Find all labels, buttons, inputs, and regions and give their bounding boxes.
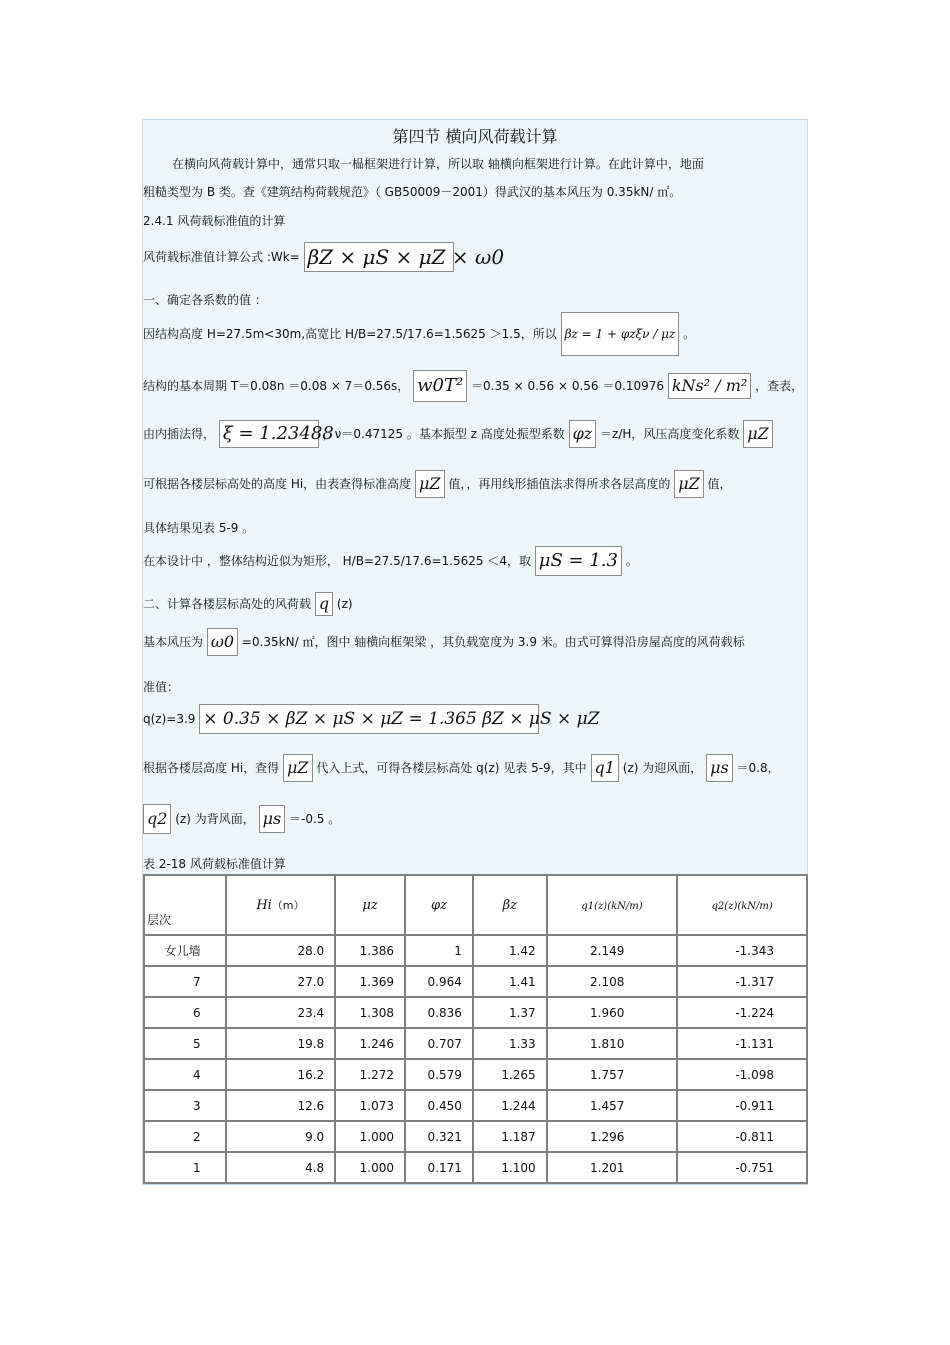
cell-q1: 2.149 xyxy=(547,935,678,966)
each-text-2: 代入上式，可得各楼层标高处 q(z) 见表 5-9，其中 xyxy=(316,761,587,775)
cell-phi: 0.171 xyxy=(405,1152,473,1183)
mu-s-formula: μS = 1.3 xyxy=(535,546,622,576)
mu-s-windward-formula: μs xyxy=(706,754,733,782)
basic-pressure-line xyxy=(143,628,745,656)
table-row xyxy=(144,1059,807,1090)
cell-phi: 0.964 xyxy=(405,966,473,997)
header-q1 xyxy=(547,875,678,935)
basic-text-2: =0.35kN/ ㎡，图中 轴横向框架梁 ，其负载宽度为 3.9 米。由式可算得沿房屋高度的风荷载标 xyxy=(241,635,745,649)
cell-mu: 1.000 xyxy=(335,1152,405,1183)
period-line xyxy=(143,370,803,402)
cell-beta: 1.244 xyxy=(473,1090,547,1121)
hi-text: 可根据各楼层标高处的高度 Hi，由表查得标准高度 xyxy=(143,477,412,491)
paragraph-line-2: 粗糙类型为 B 类。查《建筑结构荷载规范》（ GB50009－2001）得武汉的基本风压为 0.35kN/ ㎡。 xyxy=(143,185,682,199)
interp-line xyxy=(143,420,773,448)
qz-line xyxy=(143,704,600,734)
mu-z-formula-4: μZ xyxy=(283,754,313,782)
table-row xyxy=(144,1152,807,1183)
wind-load-table xyxy=(143,874,808,1184)
cell-q1: 1.201 xyxy=(547,1152,678,1183)
each-text-4: ＝0.8， xyxy=(736,761,780,775)
cell-beta: 1.41 xyxy=(473,966,547,997)
header-beta-symbol: βz xyxy=(502,897,517,913)
header-phi-symbol: φz xyxy=(430,897,447,913)
wind-load-formula: βZ × μS × μZ × ω0 xyxy=(304,242,454,272)
leeward-text: (z) 为背风面， xyxy=(175,812,255,826)
cell-level: 7 xyxy=(144,966,226,997)
header-mu xyxy=(335,875,405,935)
leeward-line xyxy=(143,804,340,834)
step-1-heading: 一、确定各系数的值 ： xyxy=(143,293,267,307)
leeward-text-2: ＝-0.5 。 xyxy=(289,812,341,826)
formula-label: 风荷载标准值计算公式 :Wk= xyxy=(143,250,300,264)
period-value: ＝0.35 × 0.56 × 0.56 ＝0.10976 xyxy=(471,379,665,393)
table-caption: 表 2-18 风荷载标准值计算 xyxy=(143,857,286,871)
paragraph-line-1: 在横向风荷载计算中，通常只取一榀框架进行计算，所以取 轴横向框架进行计算。在此计算中，地面 xyxy=(172,157,704,171)
cell-level: 女儿墙 xyxy=(144,935,226,966)
cell-q2: -0.751 xyxy=(677,1152,807,1183)
header-q2 xyxy=(677,875,807,935)
cell-phi: 0.707 xyxy=(405,1028,473,1059)
table-row xyxy=(144,935,807,966)
hi-text-3: 值， xyxy=(707,477,732,491)
mu-z-formula-2: μZ xyxy=(415,470,445,498)
cell-level: 2 xyxy=(144,1121,226,1152)
cell-q2: -1.343 xyxy=(677,935,807,966)
cell-q1: 1.960 xyxy=(547,997,678,1028)
cell-hi: 19.8 xyxy=(226,1028,335,1059)
height-end: 。 xyxy=(683,327,696,341)
beta-formula: βz = 1 + φzξν / μz xyxy=(561,312,680,356)
period-end: ，查表， xyxy=(755,379,804,393)
shape-text: 在本设计中 ，整体结构近似为矩形， H/B=27.5/17.6=1.5625 ＜4，取 xyxy=(143,554,531,568)
interp-text-2: ，ν＝0.47125 。基本振型 z 高度处振型系数 xyxy=(322,427,565,441)
cell-q1: 1.457 xyxy=(547,1090,678,1121)
cell-beta: 1.265 xyxy=(473,1059,547,1090)
cell-mu: 1.386 xyxy=(335,935,405,966)
step-2-text: 二、计算各楼层标高处的风荷载 xyxy=(143,597,312,611)
table-row xyxy=(144,1028,807,1059)
cell-phi: 0.836 xyxy=(405,997,473,1028)
qz-text: q(z)=3.9 xyxy=(143,712,196,726)
table-row xyxy=(144,997,807,1028)
header-q2-symbol: q2(z)(kN/m) xyxy=(711,901,773,912)
cell-phi: 0.579 xyxy=(405,1059,473,1090)
cell-level: 5 xyxy=(144,1028,226,1059)
table-row xyxy=(144,1090,807,1121)
q1-formula: q1 xyxy=(591,754,619,782)
cell-q2: -1.098 xyxy=(677,1059,807,1090)
qz-formula: × 0.35 × βZ × μS × μZ = 1.365 βZ × μS × μZ xyxy=(199,704,539,734)
header-beta xyxy=(473,875,547,935)
formula-line xyxy=(143,242,505,272)
xi-formula: ξ = 1.23488 xyxy=(219,420,319,448)
cell-q2: -1.131 xyxy=(677,1028,807,1059)
hi-line xyxy=(143,470,732,498)
step-2-heading xyxy=(143,592,353,616)
header-level xyxy=(144,875,226,935)
result-line: 具体结果见表 5-9 。 xyxy=(143,521,255,535)
shape-line xyxy=(143,546,638,576)
cell-beta: 1.42 xyxy=(473,935,547,966)
mu-z-formula: μZ xyxy=(743,420,773,448)
cell-q1: 1.296 xyxy=(547,1121,678,1152)
each-floor-line xyxy=(143,754,780,782)
cell-q2: -1.317 xyxy=(677,966,807,997)
cell-mu: 1.073 xyxy=(335,1090,405,1121)
table-row xyxy=(144,966,807,997)
table-body xyxy=(144,935,807,1183)
cell-q1: 2.108 xyxy=(547,966,678,997)
header-hi xyxy=(226,875,335,935)
cell-hi: 16.2 xyxy=(226,1059,335,1090)
cell-beta: 1.37 xyxy=(473,997,547,1028)
section-title: 第四节 横向风荷载计算 xyxy=(392,127,558,146)
header-hi-symbol: Hi xyxy=(256,898,272,913)
cell-phi: 1 xyxy=(405,935,473,966)
cell-q1: 1.757 xyxy=(547,1059,678,1090)
interp-text: 由内插法得， xyxy=(143,427,216,441)
header-phi xyxy=(405,875,473,935)
subsection-heading: 2.4.1 风荷载标准值的计算 xyxy=(143,214,286,228)
w0t2-formula: w0T² xyxy=(413,370,467,402)
cell-hi: 28.0 xyxy=(226,935,335,966)
cell-q1: 1.810 xyxy=(547,1028,678,1059)
height-line xyxy=(143,312,695,356)
phi-z-formula: φz xyxy=(569,420,597,448)
mu-z-formula-3: μZ xyxy=(674,470,704,498)
shape-end: 。 xyxy=(625,554,638,568)
cell-level: 3 xyxy=(144,1090,226,1121)
cell-phi: 0.321 xyxy=(405,1121,473,1152)
cell-hi: 23.4 xyxy=(226,997,335,1028)
q2-formula: q2 xyxy=(143,804,171,834)
each-text-3: (z) 为迎风面， xyxy=(622,761,703,775)
basic-line-2: 准值： xyxy=(143,680,180,694)
interp-text-3: ＝z/H，风压高度变化系数 xyxy=(600,427,740,441)
cell-beta: 1.33 xyxy=(473,1028,547,1059)
header-mu-symbol: μz xyxy=(362,897,378,913)
cell-level: 6 xyxy=(144,997,226,1028)
cell-hi: 4.8 xyxy=(226,1152,335,1183)
cell-phi: 0.450 xyxy=(405,1090,473,1121)
cell-q2: -0.811 xyxy=(677,1121,807,1152)
cell-q2: -0.911 xyxy=(677,1090,807,1121)
basic-text: 基本风压为 xyxy=(143,635,204,649)
table-row xyxy=(144,1121,807,1152)
q-formula: q xyxy=(315,592,333,616)
table-header-row xyxy=(144,875,807,935)
cell-hi: 9.0 xyxy=(226,1121,335,1152)
cell-beta: 1.100 xyxy=(473,1152,547,1183)
cell-mu: 1.308 xyxy=(335,997,405,1028)
cell-mu: 1.246 xyxy=(335,1028,405,1059)
cell-mu: 1.000 xyxy=(335,1121,405,1152)
header-q1-symbol: q1(z)(kN/m) xyxy=(581,901,643,912)
cell-beta: 1.187 xyxy=(473,1121,547,1152)
hi-text-2: 值，，再用线形插值法求得所求各层高度的 xyxy=(448,477,671,491)
step-2-end: (z) xyxy=(336,597,353,611)
cell-mu: 1.272 xyxy=(335,1059,405,1090)
header-level-label: 层次 xyxy=(147,913,172,927)
each-text: 根据各楼层高度 Hi，查得 xyxy=(143,761,280,775)
unit-formula: kNs² / m² xyxy=(668,373,751,399)
mu-s-leeward-formula: μs xyxy=(259,805,286,833)
cell-hi: 27.0 xyxy=(226,966,335,997)
cell-q2: -1.224 xyxy=(677,997,807,1028)
header-hi-unit: （m） xyxy=(271,899,305,912)
cell-mu: 1.369 xyxy=(335,966,405,997)
height-text: 因结构高度 H=27.5m<30m,高宽比 H/B=27.5/17.6=1.5625 ＞1.5，所以 xyxy=(143,327,557,341)
cell-level: 4 xyxy=(144,1059,226,1090)
period-text: 结构的基本周期 T＝0.08n ＝0.08 × 7＝0.56s， xyxy=(143,379,410,393)
cell-level: 1 xyxy=(144,1152,226,1183)
cell-hi: 12.6 xyxy=(226,1090,335,1121)
omega0-formula: ω0 xyxy=(207,628,238,656)
